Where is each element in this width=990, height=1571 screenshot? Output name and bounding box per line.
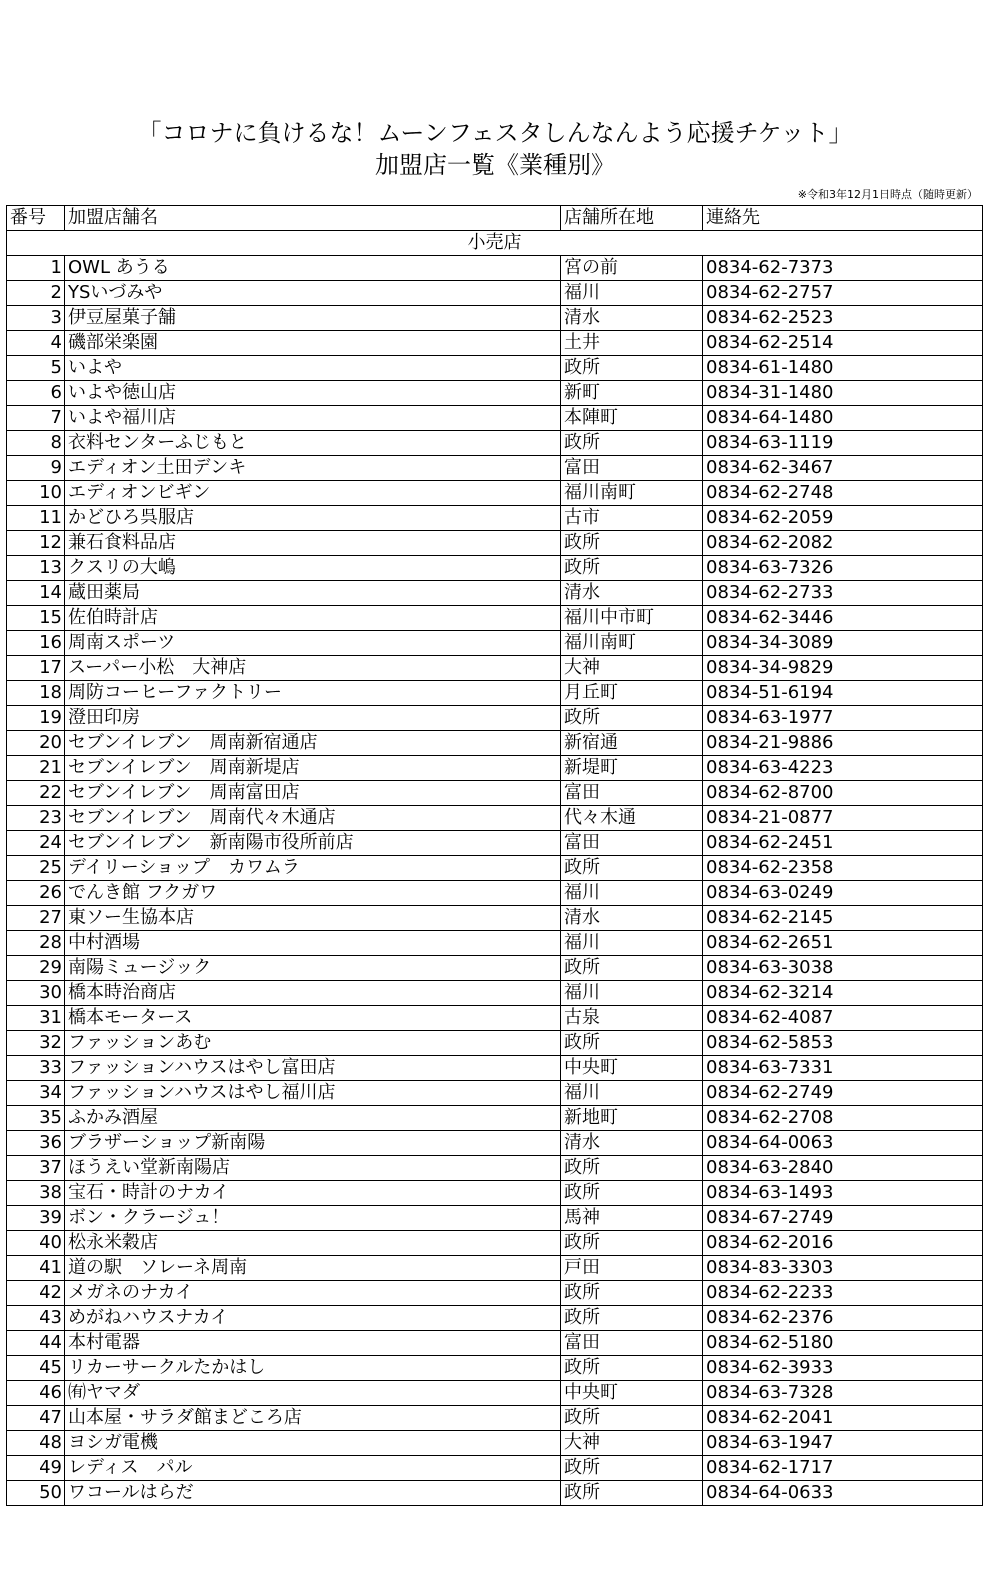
store-name: レディス パル xyxy=(65,1456,561,1481)
table-row xyxy=(7,881,983,906)
store-location: 富田 xyxy=(561,831,703,856)
store-phone: 0834-62-3446 xyxy=(703,606,983,631)
store-phone: 0834-62-2041 xyxy=(703,1406,983,1431)
store-phone: 0834-34-3089 xyxy=(703,631,983,656)
store-name: 周防コーヒーファクトリー xyxy=(65,681,561,706)
store-name: 山本屋・サラダ館まどころ店 xyxy=(65,1406,561,1431)
header-name: 加盟店舗名 xyxy=(65,206,561,231)
table-row xyxy=(7,1156,983,1181)
store-name: いよや福川店 xyxy=(65,406,561,431)
store-phone: 0834-62-2016 xyxy=(703,1231,983,1256)
row-number: 10 xyxy=(7,481,65,506)
store-location: 古泉 xyxy=(561,1006,703,1031)
row-number: 26 xyxy=(7,881,65,906)
row-number: 43 xyxy=(7,1306,65,1331)
store-location: 政所 xyxy=(561,1181,703,1206)
table-row xyxy=(7,756,983,781)
store-location: 福川 xyxy=(561,281,703,306)
row-number: 22 xyxy=(7,781,65,806)
row-number: 3 xyxy=(7,306,65,331)
store-name: ブラザーショップ新南陽 xyxy=(65,1131,561,1156)
table-row xyxy=(7,381,983,406)
store-name: スーパー小松 大神店 xyxy=(65,656,561,681)
store-phone: 0834-62-5180 xyxy=(703,1331,983,1356)
row-number: 40 xyxy=(7,1231,65,1256)
row-number: 30 xyxy=(7,981,65,1006)
store-phone: 0834-62-2358 xyxy=(703,856,983,881)
row-number: 6 xyxy=(7,381,65,406)
row-number: 18 xyxy=(7,681,65,706)
table-row xyxy=(7,256,983,281)
store-location: 政所 xyxy=(561,1231,703,1256)
store-name: 松永米穀店 xyxy=(65,1231,561,1256)
store-location: 清水 xyxy=(561,906,703,931)
store-location: 富田 xyxy=(561,1331,703,1356)
table-row xyxy=(7,1106,983,1131)
table-row xyxy=(7,531,983,556)
store-location: 大神 xyxy=(561,1431,703,1456)
table-row xyxy=(7,356,983,381)
store-name: セブンイレブン 新南陽市役所前店 xyxy=(65,831,561,856)
store-name: 東ソー生協本店 xyxy=(65,906,561,931)
store-phone: 0834-62-2514 xyxy=(703,331,983,356)
store-location: 月丘町 xyxy=(561,681,703,706)
store-phone: 0834-62-2451 xyxy=(703,831,983,856)
row-number: 2 xyxy=(7,281,65,306)
store-name: メガネのナカイ xyxy=(65,1281,561,1306)
store-phone: 0834-63-2840 xyxy=(703,1156,983,1181)
store-location: 戸田 xyxy=(561,1256,703,1281)
row-number: 47 xyxy=(7,1406,65,1431)
table-row xyxy=(7,1306,983,1331)
store-location: 清水 xyxy=(561,1131,703,1156)
table-row xyxy=(7,806,983,831)
store-name: ワコールはらだ xyxy=(65,1481,561,1506)
store-location: 政所 xyxy=(561,956,703,981)
store-location: 新宿通 xyxy=(561,731,703,756)
row-number: 41 xyxy=(7,1256,65,1281)
store-phone: 0834-62-5853 xyxy=(703,1031,983,1056)
row-number: 27 xyxy=(7,906,65,931)
store-location: 政所 xyxy=(561,1281,703,1306)
row-number: 20 xyxy=(7,731,65,756)
table-row xyxy=(7,1331,983,1356)
table-row xyxy=(7,856,983,881)
store-location: 土井 xyxy=(561,331,703,356)
store-name: ファッションハウスはやし富田店 xyxy=(65,1056,561,1081)
store-phone: 0834-62-2145 xyxy=(703,906,983,931)
table-row xyxy=(7,406,983,431)
store-phone: 0834-62-3467 xyxy=(703,456,983,481)
store-name: クスリの大嶋 xyxy=(65,556,561,581)
table-row xyxy=(7,1231,983,1256)
store-location: 福川中市町 xyxy=(561,606,703,631)
row-number: 1 xyxy=(7,256,65,281)
store-name: 道の駅 ソレーネ周南 xyxy=(65,1256,561,1281)
table-row xyxy=(7,681,983,706)
store-location: 政所 xyxy=(561,1156,703,1181)
store-name: エディオンビギン xyxy=(65,481,561,506)
store-phone: 0834-62-2233 xyxy=(703,1281,983,1306)
store-phone: 0834-63-1947 xyxy=(703,1431,983,1456)
store-name: 橋本モータース xyxy=(65,1006,561,1031)
store-name: 伊豆屋菓子舗 xyxy=(65,306,561,331)
row-number: 37 xyxy=(7,1156,65,1181)
store-phone: 0834-62-7373 xyxy=(703,256,983,281)
table-row xyxy=(7,1081,983,1106)
store-location: 政所 xyxy=(561,556,703,581)
store-phone: 0834-21-0877 xyxy=(703,806,983,831)
row-number: 31 xyxy=(7,1006,65,1031)
store-phone: 0834-21-9886 xyxy=(703,731,983,756)
store-location: 福川 xyxy=(561,931,703,956)
store-name: OWL あうる xyxy=(65,256,561,281)
table-row xyxy=(7,1481,983,1506)
row-number: 29 xyxy=(7,956,65,981)
table-row xyxy=(7,956,983,981)
row-number: 33 xyxy=(7,1056,65,1081)
store-phone: 0834-62-2757 xyxy=(703,281,983,306)
category-row xyxy=(7,231,983,256)
store-phone: 0834-62-2708 xyxy=(703,1106,983,1131)
store-name: いよや xyxy=(65,356,561,381)
row-number: 34 xyxy=(7,1081,65,1106)
store-location: 清水 xyxy=(561,306,703,331)
store-phone: 0834-62-3933 xyxy=(703,1356,983,1381)
store-phone: 0834-62-2749 xyxy=(703,1081,983,1106)
table-row xyxy=(7,981,983,1006)
store-phone: 0834-63-1493 xyxy=(703,1181,983,1206)
store-location: 政所 xyxy=(561,1356,703,1381)
row-number: 17 xyxy=(7,656,65,681)
table-row xyxy=(7,706,983,731)
table-row xyxy=(7,656,983,681)
store-location: 新町 xyxy=(561,381,703,406)
store-name: 衣料センターふじもと xyxy=(65,431,561,456)
store-location: 政所 xyxy=(561,356,703,381)
row-number: 9 xyxy=(7,456,65,481)
store-phone: 0834-83-3303 xyxy=(703,1256,983,1281)
header-location: 店舗所在地 xyxy=(561,206,703,231)
header-no: 番号 xyxy=(7,206,65,231)
document-title: 「コロナに負けるな！ムーンフェスタしんなんよう応援チケット」 xyxy=(137,119,853,147)
store-location: 富田 xyxy=(561,456,703,481)
store-phone: 0834-62-2059 xyxy=(703,506,983,531)
store-name: 磯部栄楽園 xyxy=(65,331,561,356)
store-phone: 0834-67-2749 xyxy=(703,1206,983,1231)
row-number: 14 xyxy=(7,581,65,606)
row-number: 39 xyxy=(7,1206,65,1231)
table-row xyxy=(7,481,983,506)
store-name: ほうえい堂新南陽店 xyxy=(65,1156,561,1181)
row-number: 7 xyxy=(7,406,65,431)
store-name: YSいづみや xyxy=(65,281,561,306)
table-row xyxy=(7,281,983,306)
store-location: 政所 xyxy=(561,1481,703,1506)
store-phone: 0834-62-2376 xyxy=(703,1306,983,1331)
row-number: 46 xyxy=(7,1381,65,1406)
store-location: 福川 xyxy=(561,981,703,1006)
store-location: 代々木通 xyxy=(561,806,703,831)
table-row xyxy=(7,931,983,956)
row-number: 12 xyxy=(7,531,65,556)
table-row xyxy=(7,906,983,931)
store-name: 佐伯時計店 xyxy=(65,606,561,631)
row-number: 24 xyxy=(7,831,65,856)
store-location: 政所 xyxy=(561,706,703,731)
store-name: 橋本時治商店 xyxy=(65,981,561,1006)
store-phone: 0834-63-1977 xyxy=(703,706,983,731)
row-number: 15 xyxy=(7,606,65,631)
store-name: 本村電器 xyxy=(65,1331,561,1356)
store-name: 中村酒場 xyxy=(65,931,561,956)
store-name: でんき館 フクガワ xyxy=(65,881,561,906)
store-phone: 0834-62-2733 xyxy=(703,581,983,606)
store-location: 新地町 xyxy=(561,1106,703,1131)
store-location: 政所 xyxy=(561,531,703,556)
as-of-note: ※令和3年12月1日時点（随時更新） xyxy=(797,188,978,201)
store-name: 南陽ミュージック xyxy=(65,956,561,981)
member-store-table xyxy=(6,205,983,1506)
store-location: 新堤町 xyxy=(561,756,703,781)
store-name: ファッションハウスはやし福川店 xyxy=(65,1081,561,1106)
table-row xyxy=(7,1356,983,1381)
row-number: 38 xyxy=(7,1181,65,1206)
store-location: 中央町 xyxy=(561,1381,703,1406)
table-row xyxy=(7,1456,983,1481)
store-location: 政所 xyxy=(561,1306,703,1331)
table-row xyxy=(7,1431,983,1456)
store-location: 政所 xyxy=(561,856,703,881)
table-row xyxy=(7,431,983,456)
table-row xyxy=(7,631,983,656)
row-number: 23 xyxy=(7,806,65,831)
store-location: 清水 xyxy=(561,581,703,606)
store-name: セブンイレブン 周南代々木通店 xyxy=(65,806,561,831)
store-name: ファッションあむ xyxy=(65,1031,561,1056)
store-phone: 0834-64-1480 xyxy=(703,406,983,431)
store-phone: 0834-31-1480 xyxy=(703,381,983,406)
table-row xyxy=(7,1406,983,1431)
category-label: 小売店 xyxy=(7,231,983,256)
store-phone: 0834-51-6194 xyxy=(703,681,983,706)
row-number: 4 xyxy=(7,331,65,356)
store-location: 古市 xyxy=(561,506,703,531)
store-location: 宮の前 xyxy=(561,256,703,281)
table-row xyxy=(7,556,983,581)
store-location: 政所 xyxy=(561,1456,703,1481)
table-row xyxy=(7,1206,983,1231)
store-phone: 0834-62-4087 xyxy=(703,1006,983,1031)
store-location: 本陣町 xyxy=(561,406,703,431)
table-row xyxy=(7,581,983,606)
table-row xyxy=(7,1056,983,1081)
row-number: 50 xyxy=(7,1481,65,1506)
store-phone: 0834-62-2523 xyxy=(703,306,983,331)
store-phone: 0834-62-1717 xyxy=(703,1456,983,1481)
store-name: 周南スポーツ xyxy=(65,631,561,656)
store-phone: 0834-64-0633 xyxy=(703,1481,983,1506)
store-name: デイリーショップ カワムラ xyxy=(65,856,561,881)
table-row xyxy=(7,1381,983,1406)
store-phone: 0834-63-7328 xyxy=(703,1381,983,1406)
store-name: エディオン土田デンキ xyxy=(65,456,561,481)
table-row xyxy=(7,1256,983,1281)
store-name: いよや徳山店 xyxy=(65,381,561,406)
store-location: 政所 xyxy=(561,1031,703,1056)
table-row xyxy=(7,1181,983,1206)
row-number: 48 xyxy=(7,1431,65,1456)
store-phone: 0834-34-9829 xyxy=(703,656,983,681)
store-phone: 0834-64-0063 xyxy=(703,1131,983,1156)
table-row xyxy=(7,506,983,531)
row-number: 44 xyxy=(7,1331,65,1356)
store-phone: 0834-63-4223 xyxy=(703,756,983,781)
row-number: 19 xyxy=(7,706,65,731)
table-row xyxy=(7,606,983,631)
store-name: 宝石・時計のナカイ xyxy=(65,1181,561,1206)
table-header-row xyxy=(7,206,983,231)
row-number: 11 xyxy=(7,506,65,531)
table-row xyxy=(7,1006,983,1031)
store-name: セブンイレブン 周南新宿通店 xyxy=(65,731,561,756)
store-location: 富田 xyxy=(561,781,703,806)
row-number: 35 xyxy=(7,1106,65,1131)
row-number: 5 xyxy=(7,356,65,381)
store-name: 澄田印房 xyxy=(65,706,561,731)
table-row xyxy=(7,331,983,356)
store-phone: 0834-62-2082 xyxy=(703,531,983,556)
store-name: セブンイレブン 周南新堤店 xyxy=(65,756,561,781)
store-location: 福川 xyxy=(561,881,703,906)
store-phone: 0834-63-1119 xyxy=(703,431,983,456)
document-subtitle: 加盟店一覧《業種別》 xyxy=(375,151,615,179)
store-name: ふかみ酒屋 xyxy=(65,1106,561,1131)
store-name: 蔵田薬局 xyxy=(65,581,561,606)
header-contact: 連絡先 xyxy=(703,206,983,231)
row-number: 45 xyxy=(7,1356,65,1381)
row-number: 36 xyxy=(7,1131,65,1156)
table-row xyxy=(7,731,983,756)
store-phone: 0834-63-0249 xyxy=(703,881,983,906)
store-phone: 0834-63-7331 xyxy=(703,1056,983,1081)
row-number: 42 xyxy=(7,1281,65,1306)
store-phone: 0834-62-3214 xyxy=(703,981,983,1006)
row-number: 25 xyxy=(7,856,65,881)
store-location: 政所 xyxy=(561,1406,703,1431)
store-phone: 0834-62-2748 xyxy=(703,481,983,506)
store-phone: 0834-63-7326 xyxy=(703,556,983,581)
row-number: 16 xyxy=(7,631,65,656)
store-phone: 0834-61-1480 xyxy=(703,356,983,381)
store-location: 政所 xyxy=(561,431,703,456)
row-number: 21 xyxy=(7,756,65,781)
row-number: 13 xyxy=(7,556,65,581)
store-name: ㈲ヤマダ xyxy=(65,1381,561,1406)
row-number: 32 xyxy=(7,1031,65,1056)
table-row xyxy=(7,1281,983,1306)
store-location: 中央町 xyxy=(561,1056,703,1081)
table-row xyxy=(7,306,983,331)
store-location: 福川南町 xyxy=(561,631,703,656)
row-number: 49 xyxy=(7,1456,65,1481)
store-name: 兼石食料品店 xyxy=(65,531,561,556)
store-name: リカーサークルたかはし xyxy=(65,1356,561,1381)
store-phone: 0834-62-2651 xyxy=(703,931,983,956)
store-location: 福川南町 xyxy=(561,481,703,506)
store-name: かどひろ呉服店 xyxy=(65,506,561,531)
table-row xyxy=(7,1131,983,1156)
store-name: ボン・クラージュ！ xyxy=(65,1206,561,1231)
store-location: 福川 xyxy=(561,1081,703,1106)
store-location: 馬神 xyxy=(561,1206,703,1231)
table-row xyxy=(7,456,983,481)
table-row xyxy=(7,831,983,856)
store-name: セブンイレブン 周南富田店 xyxy=(65,781,561,806)
store-location: 大神 xyxy=(561,656,703,681)
store-name: めがねハウスナカイ xyxy=(65,1306,561,1331)
table-row xyxy=(7,1031,983,1056)
table-row xyxy=(7,781,983,806)
store-phone: 0834-62-8700 xyxy=(703,781,983,806)
row-number: 28 xyxy=(7,931,65,956)
store-phone: 0834-63-3038 xyxy=(703,956,983,981)
store-name: ヨシガ電機 xyxy=(65,1431,561,1456)
row-number: 8 xyxy=(7,431,65,456)
